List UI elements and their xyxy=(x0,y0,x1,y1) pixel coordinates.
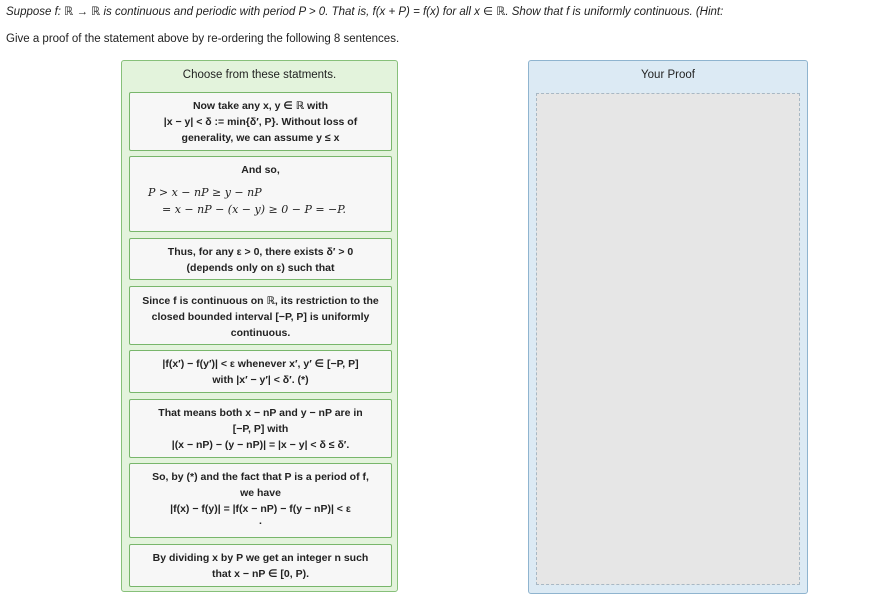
card-2-line-1: And so, xyxy=(241,164,280,176)
target-panel-title: Your Proof xyxy=(641,69,695,81)
card-4-line-2: closed bounded interval [−P, P] is uniformly xyxy=(151,311,370,323)
card-1-line-3: generality, we can assume y ≤ x xyxy=(181,132,340,144)
card-7-line-4: . xyxy=(259,515,262,527)
card-4-line-1: Since f is continuous on ℝ, its restriction to the xyxy=(142,295,379,307)
proof-card-5[interactable] xyxy=(129,350,392,393)
card-5-line-1: |f(x′) − f(y′)| < ε whenever x′, y′ ∈ [−P, P] xyxy=(162,358,359,370)
proof-card-8[interactable] xyxy=(129,544,392,587)
card-1-line-2: |x − y| < δ := min{δ′, P}. Without loss of xyxy=(163,116,358,128)
card-7-line-2: we have xyxy=(240,487,281,499)
card-7-line-3: |f(x) − f(y)| = |f(x − nP) − f(y − nP)| < ε xyxy=(170,503,351,515)
card-6-line-2: [−P, P] with xyxy=(232,423,289,435)
card-5-line-2: with |x′ − y′| < δ′. (*) xyxy=(212,374,309,386)
card-3-line-2: (depends only on ε) such that xyxy=(186,262,335,274)
card-2-line-3: = x − nP − (x − y) ≥ 0 − P = −P. xyxy=(148,203,346,216)
proof-card-3[interactable] xyxy=(129,238,392,280)
card-1-line-1: Now take any x, y ∈ ℝ with xyxy=(192,100,329,112)
proof-card-4[interactable] xyxy=(129,286,392,345)
card-2-line-2: P > x − nP ≥ y − nP xyxy=(148,186,262,199)
card-6-line-3: |(x − nP) − (y − nP)| = |x − y| < δ ≤ δ′. xyxy=(171,439,350,451)
card-7-line-1: So, by (*) and the fact that P is a period of f, xyxy=(152,471,369,483)
target-panel xyxy=(528,60,808,594)
proof-card-6[interactable] xyxy=(129,399,392,458)
proof-card-2[interactable] xyxy=(129,156,392,232)
question-text: Suppose f: ℝ → ℝ is continuous and periodic with period P > 0. That is, f(x + P) = f(x) for all x ∈ ℝ. Show that f is uniformly continuous. (Hint: xyxy=(6,6,724,18)
instruction-text: Give a proof of the statement above by re-ordering the following 8 sentences. xyxy=(6,33,400,45)
source-panel xyxy=(121,60,398,592)
card-6-line-1: That means both x − nP and y − nP are in xyxy=(158,407,363,419)
proof-card-7[interactable] xyxy=(129,463,392,538)
proof-drop-zone[interactable] xyxy=(536,93,800,585)
card-8-line-2: that x − nP ∈ [0, P). xyxy=(211,568,310,580)
source-panel-title: Choose from these statments. xyxy=(182,69,337,81)
card-4-line-3: continuous. xyxy=(230,327,291,339)
card-8-line-1: By dividing x by P we get an integer n such xyxy=(152,552,369,564)
card-3-line-1: Thus, for any ε > 0, there exists δ′ > 0 xyxy=(167,246,354,258)
proof-card-1[interactable] xyxy=(129,92,392,151)
